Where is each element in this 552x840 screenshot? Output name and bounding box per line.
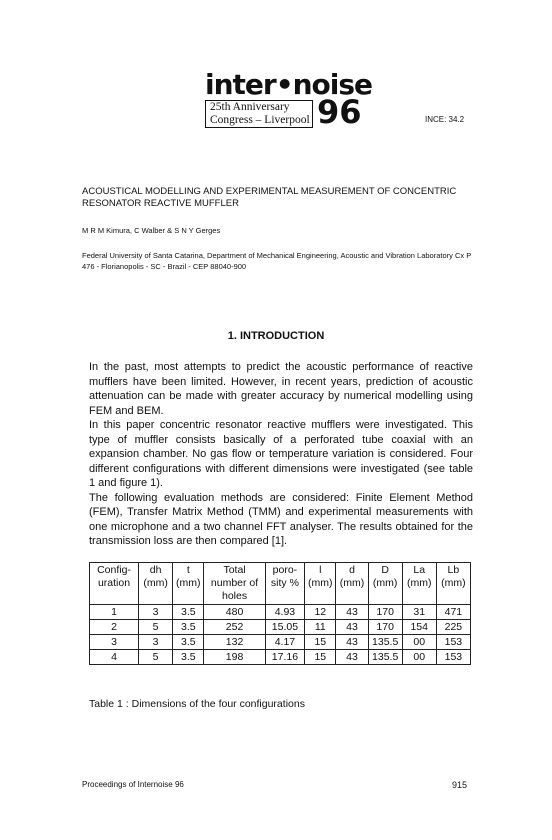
configurations-table — [89, 562, 471, 665]
col-header: l (mm) — [305, 563, 336, 605]
paragraph-1: In the past, most attempts to predict the acoustic performance of reactive mufflers have been limited. However, in recent years, prediction of acoustic attenuation can be made with greater accuracy by numerical modelling using FEM and BEM. — [89, 361, 473, 417]
internoise-logo — [205, 68, 373, 131]
table-cell: 132 — [204, 635, 265, 650]
logo-year: 96 — [317, 93, 362, 131]
table-cell: 5 — [139, 620, 173, 635]
table-cell: 154 — [402, 620, 436, 635]
table-cell: 3.5 — [173, 650, 204, 665]
table-cell: 15 — [305, 635, 336, 650]
table-cell: 2 — [90, 620, 139, 635]
table-cell: 135.5 — [368, 635, 402, 650]
footer-proceedings: Proceedings of Internoise 96 — [82, 780, 184, 789]
page-number: 915 — [452, 780, 468, 790]
table-cell: 3.5 — [173, 605, 204, 620]
table-cell: 43 — [336, 605, 368, 620]
table-cell: 15.05 — [265, 620, 305, 635]
logo-box-line1: 25th Anniversary — [210, 101, 290, 113]
table-cell: 170 — [368, 620, 402, 635]
logo-anniversary-box — [205, 100, 313, 128]
table-cell: 480 — [204, 605, 265, 620]
table-cell: 00 — [402, 650, 436, 665]
table-cell: 3.5 — [173, 620, 204, 635]
table-cell: 4 — [90, 650, 139, 665]
table-cell: 198 — [204, 650, 265, 665]
col-header: Total number of holes — [204, 563, 265, 605]
table-cell: 252 — [204, 620, 265, 635]
col-header: poro-sity % — [265, 563, 305, 605]
table-caption: Table 1 : Dimensions of the four configurations — [89, 698, 305, 710]
paragraph-2: In this paper concentric resonator reactive mufflers were investigated. This type of muffler consists basically of a perforated tube coaxial with an expansion chamber. No gas flow or temperature variation is considered. Four different configurations with different dimensions were investigated (see table 1 and figure 1). — [89, 419, 473, 489]
paper-title: ACOUSTICAL MODELLING AND EXPERIMENTAL MEASUREMENT OF CONCENTRIC RESONATOR REACTIVE MUFFLER — [82, 186, 457, 209]
col-header: d (mm) — [336, 563, 368, 605]
table-cell: 12 — [305, 605, 336, 620]
table-row — [90, 650, 471, 665]
paper-authors: M R M Kimura, C Walber & S N Y Gerges — [82, 226, 221, 235]
table-cell: 135.5 — [368, 650, 402, 665]
table-cell: 4.17 — [265, 635, 305, 650]
table-cell: 31 — [402, 605, 436, 620]
col-header: D (mm) — [368, 563, 402, 605]
table-cell: 11 — [305, 620, 336, 635]
table-cell: 43 — [336, 635, 368, 650]
table-cell: 3 — [90, 635, 139, 650]
table-cell: 3 — [139, 605, 173, 620]
table-row — [90, 605, 471, 620]
table-cell: 3 — [139, 635, 173, 650]
introduction-body — [89, 360, 473, 549]
paragraph-3: The following evaluation methods are considered: Finite Element Method (FEM), Transfer Matrix Method (TMM) and experimental measurements with one microphone and a two channel FFT analyser. The results obtained for the transmission loss are then compared [1]. — [89, 491, 473, 547]
logo-box-line2: Congress – Liverpool — [210, 114, 310, 126]
table-header-row — [90, 563, 471, 605]
table-cell: 153 — [436, 650, 470, 665]
table-cell: 4.93 — [265, 605, 305, 620]
paper-affiliation: Federal University of Santa Catarina, Department of Mechanical Engineering, Acoustic and Vibration Laboratory Cx P 476 - Florianopolis - SC - Brazil - CEP 88040-900 — [82, 251, 472, 271]
ince-code: INCE: 34.2 — [425, 115, 465, 124]
table-cell: 00 — [402, 635, 436, 650]
table-cell: 170 — [368, 605, 402, 620]
col-header: La (mm) — [402, 563, 436, 605]
table-cell: 43 — [336, 620, 368, 635]
table-cell: 3.5 — [173, 635, 204, 650]
table-cell: 43 — [336, 650, 368, 665]
col-header: t (mm) — [173, 563, 204, 605]
table-row — [90, 635, 471, 650]
table-row — [90, 620, 471, 635]
col-header: Config-uration — [90, 563, 139, 605]
col-header: Lb (mm) — [436, 563, 470, 605]
section-heading: 1. INTRODUCTION — [227, 330, 325, 342]
table-cell: 1 — [90, 605, 139, 620]
table-cell: 17.16 — [265, 650, 305, 665]
table-cell: 225 — [436, 620, 470, 635]
table-cell: 5 — [139, 650, 173, 665]
logo-wordmark: inter•noise — [205, 68, 373, 101]
table-cell: 471 — [436, 605, 470, 620]
table-cell: 153 — [436, 635, 470, 650]
col-header: dh (mm) — [139, 563, 173, 605]
table-cell: 15 — [305, 650, 336, 665]
